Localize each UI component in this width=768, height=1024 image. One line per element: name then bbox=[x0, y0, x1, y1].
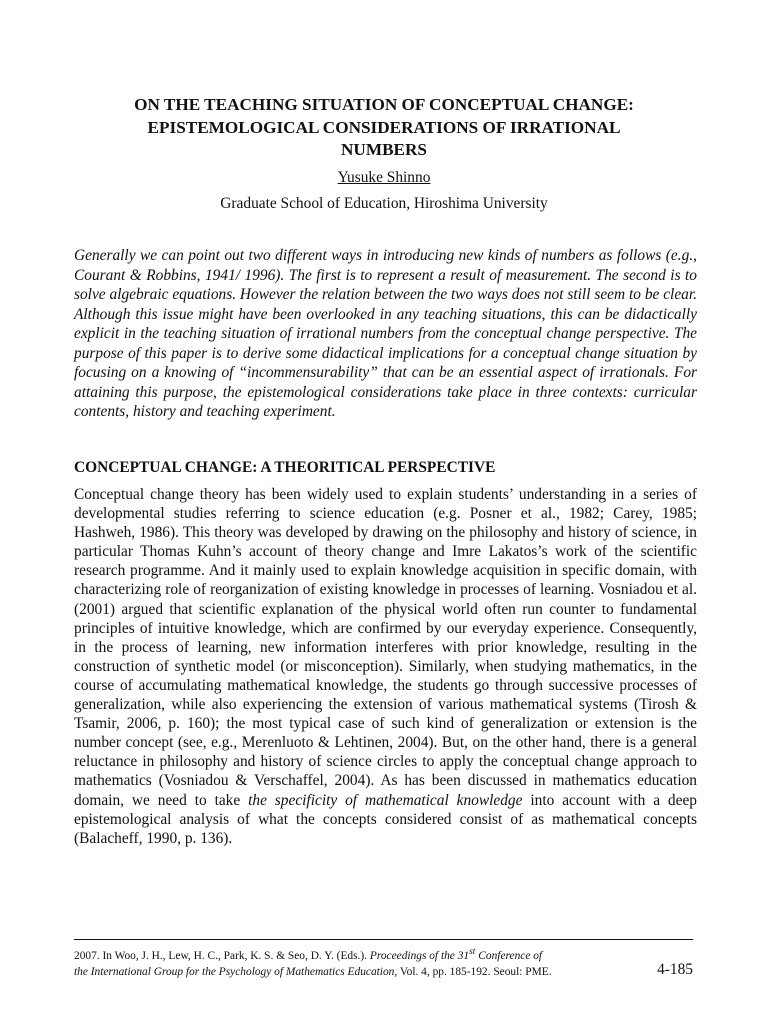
citation-line-1 bbox=[74, 944, 694, 964]
author-affiliation: Graduate School of Education, Hiroshima University bbox=[220, 195, 548, 212]
section-paragraph bbox=[74, 485, 697, 848]
paragraph-emphasis: the specificity of mathematical knowledge bbox=[248, 791, 523, 809]
title-line: NUMBERS bbox=[341, 140, 427, 159]
citation-italic: Conference of bbox=[475, 949, 543, 962]
citation-footer bbox=[74, 944, 694, 980]
page-number: 4-185 bbox=[657, 961, 693, 978]
author-line bbox=[0, 168, 768, 188]
citation-text: , Vol. 4, pp. 185-192. Seoul: PME. bbox=[394, 965, 552, 978]
abstract: Generally we can point out two different ways in introducing new kinds of numbers as follows (e.g., Courant & Robbins, 1941/ 1996). The first is to represent a result of measurement. The second is to solve algebraic equations. However the relation between the two ways does not still seem to be clear. Although this issue might have been overlooked in any teaching situations, this can be didactically explicit in the teaching situation of irrational numbers from the conceptual change perspective. The purpose of this paper is to derive some didactical implications for a conceptual change situation by focusing on a knowing of “incommensurability” that can be an essential aspect of irrationals. For attaining this purpose, the epistemological considerations take place in three contexts: curricular contents, history and teaching experiment. bbox=[74, 247, 697, 420]
paragraph-text: Conceptual change theory has been widely used to explain students’ understanding in a series of developmental studies referring to science education (e.g. Posner et al., 1982; Carey, 1985; Hashweh, 1986). This theory was developed by drawing on the philosophy and history of science, in particular Thomas Kuhn’s account of theory change and Imre Lakatos’s work of the scientific research programme. And it mainly used to explain knowledge acquisition in specific domain, with characterizing role of reorganization of existing knowledge in processes of learning. Vosniadou et al. (2001) argued that scientific explanation of the physical world often run counter to fundamental principles of intuitive knowledge, which are confirmed by our everyday experience. Consequently, in the process of learning, new information interferes with prior knowledge, resulting in the construction of synthetic model (or misconception). Similarly, when studying mathematics, in the course of accumulating mathematical knowledge, the students go through successive processes of generalization, while also experiencing the extension of various mathematical systems (Tirosh & Tsamir, 2006, p. 160); the most typical case of such kind of generalization or extension is the number concept (see, e.g., Merenluoto & Lehtinen, 2004). But, on the other hand, there is a general reluctance in philosophy and history of science circles to apply the conceptual change approach to mathematics (Vosniadou & Verschaffel, 2004). As has been discussed in mathematics education domain, we need to take bbox=[74, 486, 697, 809]
citation-italic: the International Group for the Psychology of Mathematics Education bbox=[74, 965, 395, 978]
citation-italic: Proceedings of the 31 bbox=[369, 949, 470, 962]
title-line: ON THE TEACHING SITUATION OF CONCEPTUAL CHANGE: bbox=[134, 95, 634, 114]
footnote-divider bbox=[74, 939, 693, 940]
title-line: EPISTEMOLOGICAL CONSIDERATIONS OF IRRATIONAL bbox=[147, 117, 621, 137]
citation-line-2 bbox=[74, 964, 694, 980]
citation-superscript: st bbox=[469, 947, 476, 957]
section-heading: CONCEPTUAL CHANGE: A THEORITICAL PERSPECTIVE bbox=[74, 459, 496, 476]
paragraph-text: into account with a deep epistemological analysis of what the concepts considered consist of as mathematical concepts (Balacheff, 1990, p. 136). bbox=[74, 791, 697, 847]
paper-title bbox=[80, 94, 688, 162]
author-name: Yusuke Shinno bbox=[337, 169, 431, 186]
citation-text: 2007. In Woo, J. H., Lew, H. C., Park, K. S. & Seo, D. Y. (Eds.). bbox=[74, 949, 370, 962]
